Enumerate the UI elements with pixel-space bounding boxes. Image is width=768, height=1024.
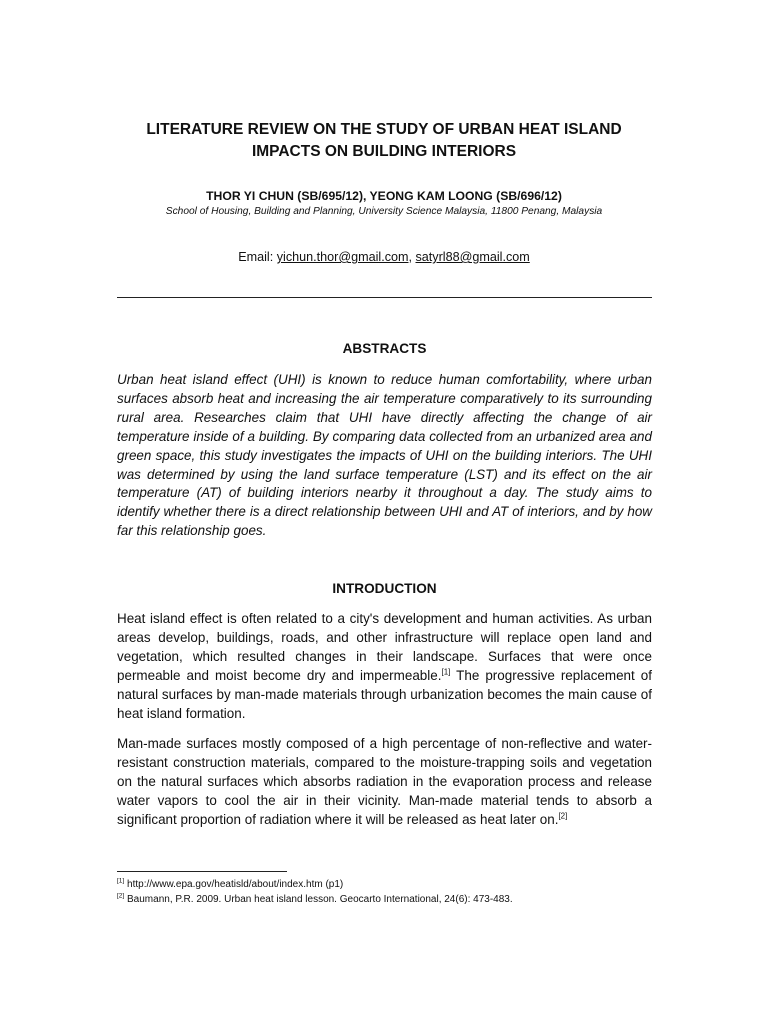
contact-email: [60, 249, 708, 265]
abstract-text: Urban heat island effect (UHI) is known to reduce human comfortability, where urban surfaces absorb heat and increasing the air temperature comparatively to its surrounding rural area. Researches claim that UHI have directly affecting the change of air temperature inside of a building. By comparing data collected from an urbanized area and green space, this study investigates the impacts of UHI on the building interiors. The UHI was determined by using the land surface temperature (LST) and its effect on the air temperature (AT) of building interiors nearby it throughout a day. The study aims to identify whether there is a direct relationship between UHI and AT of interiors, and by how far this relationship goes.: [117, 372, 652, 539]
email-link-1[interactable]: yichun.thor@gmail.com: [276, 250, 409, 264]
email-separator: ,: [408, 250, 416, 264]
introduction-paragraph-2: [117, 735, 652, 830]
paragraph-1-text-b: The progressive replacement of natural surfaces by man-made materials through urbanization becomes the main cause of heat island formation.: [117, 667, 652, 721]
footnote-1-text: http://www.epa.gov/heatisld/about/index.htm (p1): [124, 879, 344, 890]
abstract-heading: ABSTRACTS: [342, 341, 427, 356]
introduction-heading: INTRODUCTION: [332, 581, 437, 596]
footnote-1-marker: [1]: [117, 877, 125, 885]
introduction-paragraph-1: [117, 610, 652, 723]
title-line-2: IMPACTS ON BUILDING INTERIORS: [251, 143, 517, 160]
paragraph-1-text-a: Heat island effect is often related to a city's development and human activities. As urban areas develop, buildings, roads, and other infrastructure will replace open land and vegetation, which resulted changes in their landscape. Surfaces that were once permeable and moist become dry and impermeable.: [117, 611, 652, 683]
footnote-2: [117, 893, 652, 906]
title-line-1: LITERATURE REVIEW ON THE STUDY OF URBAN HEAT ISLAND: [146, 121, 622, 138]
author-list: THOR YI CHUN (SB/695/12), YEONG KAM LOONG (SB/696/12): [206, 189, 562, 203]
email-label: Email:: [238, 250, 277, 264]
footnote-1: [117, 878, 652, 891]
footnote-2-text: Baumann, P.R. 2009. Urban heat island lesson. Geocarto International, 24(6): 473-483.: [124, 894, 513, 905]
footnote-ref-1[interactable]: [1]: [441, 667, 451, 677]
header-divider: [117, 297, 652, 298]
footnote-2-marker: [2]: [117, 892, 125, 900]
author-affiliation: School of Housing, Building and Planning, University Science Malaysia, 11800 Penang, Malaysia: [165, 206, 603, 217]
footnote-ref-2[interactable]: [2]: [558, 811, 568, 821]
email-link-2[interactable]: satyrl88@gmail.com: [415, 250, 530, 264]
paragraph-2-text: Man-made surfaces mostly composed of a high percentage of non-reflective and water-resistant construction materials, compared to the moisture-trapping soils and vegetation on the natural surfaces which absorbs radiation in the evaporation process and release water vapors to cool the air in their vicinity. Man-made material tends to absorb a significant proportion of radiation where it will be released as heat later on.: [117, 736, 652, 827]
footnote-divider: [117, 871, 287, 872]
paper-title: [100, 119, 668, 163]
